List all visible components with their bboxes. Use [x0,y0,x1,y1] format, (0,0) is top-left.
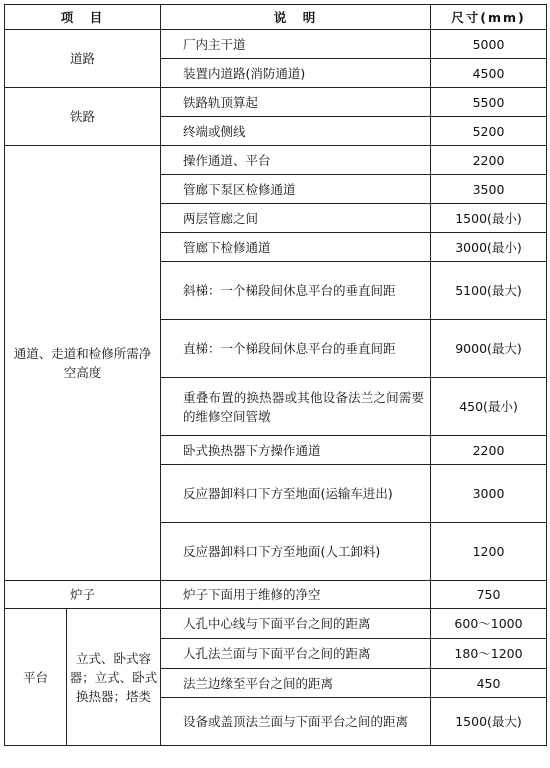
row-dim: 2200 [431,436,547,465]
group-rail: 铁路 [5,88,161,146]
row-dim: 5100(最大) [431,262,547,320]
header-item: 项 目 [5,5,161,30]
row-desc: 炉子下面用于维修的净空 [161,581,431,609]
row-desc: 反应器卸料口下方至地面(运输车进出) [161,465,431,523]
row-desc: 反应器卸料口下方至地面(人工卸料) [161,523,431,581]
table-row [5,581,547,609]
row-dim: 2200 [431,146,547,175]
row-desc: 设备或盖顶法兰面与下面平台之间的距离 [161,698,431,746]
row-dim: 600～1000 [431,609,547,639]
clearance-table [4,4,547,746]
row-desc: 管廊下泵区检修通道 [161,175,431,204]
row-dim: 3000(最小) [431,233,547,262]
group-platform: 平台 [5,609,67,746]
row-desc: 人孔法兰面与下面平台之间的距离 [161,639,431,669]
row-desc: 斜梯：一个梯段间休息平台的垂直间距 [161,262,431,320]
row-desc: 操作通道、平台 [161,146,431,175]
row-dim: 180～1200 [431,639,547,669]
row-dim: 1500(最大) [431,698,547,746]
row-dim: 5000 [431,30,547,59]
row-dim: 4500 [431,59,547,88]
row-desc: 法兰边缘至平台之间的距离 [161,669,431,698]
row-dim: 1500(最小) [431,204,547,233]
group-road: 道路 [5,30,161,88]
row-desc: 厂内主干道 [161,30,431,59]
row-dim: 450(最小) [431,378,547,436]
header-row [5,5,547,30]
row-desc: 两层管廊之间 [161,204,431,233]
row-desc: 人孔中心线与下面平台之间的距离 [161,609,431,639]
row-dim: 450 [431,669,547,698]
row-desc: 装置内道路(消防通道) [161,59,431,88]
row-dim: 9000(最大) [431,320,547,378]
row-desc: 铁路轨顶算起 [161,88,431,117]
row-dim: 5200 [431,117,547,146]
table-row [5,88,547,117]
table-row [5,609,547,639]
group-passage: 通道、走道和检修所需净空高度 [5,146,161,581]
platform-equipment: 立式、卧式容器；立式、卧式换热器；塔类 [67,609,161,746]
group-furnace: 炉子 [5,581,161,609]
table-row [5,30,547,59]
row-dim: 750 [431,581,547,609]
header-dim: 尺寸(mm) [431,5,547,30]
row-desc: 重叠布置的换热器或其他设备法兰之间需要的维修空间管墩 [161,378,431,436]
row-dim: 3500 [431,175,547,204]
row-dim: 1200 [431,523,547,581]
row-desc: 直梯：一个梯段间休息平台的垂直间距 [161,320,431,378]
row-dim: 5500 [431,88,547,117]
row-dim: 3000 [431,465,547,523]
header-desc: 说 明 [161,5,431,30]
row-desc: 卧式换热器下方操作通道 [161,436,431,465]
row-desc: 终端或侧线 [161,117,431,146]
table-row [5,146,547,175]
row-desc: 管廊下检修通道 [161,233,431,262]
